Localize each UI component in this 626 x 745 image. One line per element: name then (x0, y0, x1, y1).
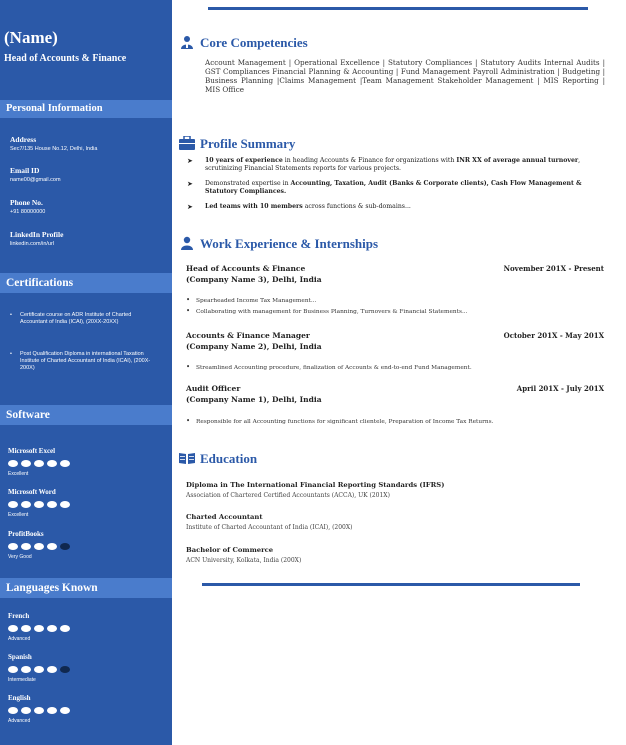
software-name: ProfitBooks (8, 530, 44, 538)
person-icon (178, 236, 196, 250)
education-degree: Bachelor of Commerce (186, 546, 274, 554)
rating-dot (34, 666, 44, 673)
rating-dot (47, 543, 57, 550)
work-experience-title: Work Experience & Internships (200, 236, 379, 251)
software-level: Excellent (8, 471, 29, 477)
job-date: November 201X - Present (503, 264, 604, 273)
address-value: Sec7/135 House No.12, Delhi, India (10, 146, 98, 152)
rating-dot (21, 707, 31, 714)
rating-dot (47, 501, 57, 508)
education-degree: Diploma in The International Financial Reporting Standards (IFRS) (186, 481, 445, 489)
profile-summary-heading (178, 136, 295, 152)
software-level: Very Good (8, 554, 32, 560)
rating-dot (60, 501, 70, 508)
certification-item: • Certificate course on ADR Institute of Charted Accountant of India (ICAI), (20XX-20XX) (20, 312, 160, 326)
rating-dot (60, 460, 70, 467)
rating-dot (60, 543, 70, 550)
software-name: Microsoft Word (8, 488, 56, 496)
rating-dot (47, 460, 57, 467)
summary-bullet: ➤ Demonstrated expertise in Accounting, Taxation, Audit (Banks & Corporate clients), Cash Flow Management & Statutory Compliances. (187, 180, 582, 195)
job-company: (Company Name 1), Delhi, India (186, 395, 322, 404)
profile-summary-title: Profile Summary (200, 136, 296, 151)
rating-dot (60, 625, 70, 632)
core-competencies-text: Account Management | Operational Excellence | Statutory Compliances | Statutory Audits Internal Audits | GST Compliances Financial Planning & Accounting | Fund Management Payroll Administration | Budgeting | Business Planning |Claims Management |Team Management Stakeholder Management | MIS Reporting | MIS Office (205, 58, 605, 94)
rating-dot (34, 625, 44, 632)
job-company: (Company Name 3), Delhi, India (186, 275, 322, 284)
summary-bullet: ➤ Led teams with 10 members across functions & sub-domains... (187, 203, 411, 211)
core-competencies-heading (178, 35, 308, 51)
rating-dot (8, 666, 18, 673)
rating-dot (8, 707, 18, 714)
language-level: Advanced (8, 636, 31, 642)
rating-dot (21, 501, 31, 508)
education-degree: Charted Accountant (186, 513, 263, 521)
language-level: Advanced (8, 718, 31, 724)
certification-item: • Post Qualification Diploma in international Taxation Institute of Charted Accountant of India (ICAI), (200X-200X) (20, 351, 160, 372)
rating-dot (21, 460, 31, 467)
job-bullet: • Streamlined Accounting procedure, finalization of Accounts & end-to-end Fund Management. (186, 363, 472, 371)
rating-dot (21, 625, 31, 632)
software-name: Microsoft Excel (8, 447, 56, 455)
rating-dot (47, 666, 57, 673)
people-icon (178, 35, 196, 49)
job-date: October 201X - May 201X (503, 331, 604, 340)
job-title: Audit Officer (186, 384, 241, 393)
certifications-header: Certifications (0, 273, 172, 293)
software-header: Software (0, 405, 172, 425)
software-level: Excellent (8, 512, 29, 518)
linkedin-label: LinkedIn Profile (10, 230, 64, 239)
rating-dot (21, 543, 31, 550)
job-title: Accounts & Finance Manager (186, 331, 310, 340)
phone-value: +91 80000000 (10, 209, 46, 215)
education-heading (178, 451, 257, 467)
candidate-role: Head of Accounts & Finance (4, 53, 127, 64)
job-bullet: • Responsible for all Accounting functions for significant clientele, Preparation of Income Tax Returns. (186, 417, 494, 425)
book-icon (178, 451, 196, 465)
job-company: (Company Name 2), Delhi, India (186, 342, 322, 351)
job-title: Head of Accounts & Finance (186, 264, 306, 273)
work-experience-heading (178, 236, 378, 252)
rating-dot (34, 460, 44, 467)
rating-dot (8, 625, 18, 632)
candidate-name: (Name) (4, 28, 58, 47)
education-title: Education (200, 451, 258, 466)
top-divider (208, 7, 588, 10)
arrow-bullet-icon: ➤ (187, 180, 193, 188)
rating-dot (47, 625, 57, 632)
language-name: French (8, 612, 30, 620)
rating-dot (47, 707, 57, 714)
rating-dot (8, 501, 18, 508)
email-value[interactable]: name00@gmail.com (10, 177, 61, 183)
rating-dot (34, 707, 44, 714)
job-bullet: • Collaborating with management for Business Planning, Turnovers & Financial Statements... (186, 307, 468, 315)
rating-dot (60, 666, 70, 673)
email-label: Email ID (10, 166, 40, 175)
address-label: Address (10, 135, 37, 144)
bottom-divider (202, 583, 580, 586)
job-date: April 201X - July 201X (516, 384, 604, 393)
core-competencies-title: Core Competencies (200, 35, 308, 50)
rating-dot (34, 543, 44, 550)
language-name: Spanish (8, 653, 32, 661)
language-level: Intermediate (8, 677, 36, 683)
rating-dot (8, 543, 18, 550)
linkedin-value[interactable]: linkedin.com/in/url (10, 241, 55, 247)
languages-header: Languages Known (0, 578, 172, 598)
sidebar (0, 0, 172, 745)
education-institution: ACN University, Kolkata, India (200X) (186, 557, 302, 564)
personal-info-header: Personal Information (0, 100, 172, 118)
arrow-bullet-icon: ➤ (187, 157, 193, 165)
job-bullet: • Spearheaded Income Tax Management... (186, 296, 317, 304)
language-name: English (8, 694, 31, 702)
briefcase-icon (178, 136, 196, 150)
education-institution: Institute of Charted Accountant of India (ICAI), (200X) (186, 524, 353, 531)
summary-bullet: ➤ 10 years of experience in heading Accounts & Finance for organizations with INR XX of average annual turnover, scrutinizing Financial Statements reports for various projects. (187, 157, 581, 172)
rating-dot (21, 666, 31, 673)
rating-dot (8, 460, 18, 467)
rating-dot (34, 501, 44, 508)
rating-dot (60, 707, 70, 714)
phone-label: Phone No. (10, 198, 43, 207)
education-institution: Association of Chartered Certified Accountants (ACCA), UK (201X) (186, 492, 390, 499)
arrow-bullet-icon: ➤ (187, 203, 193, 211)
